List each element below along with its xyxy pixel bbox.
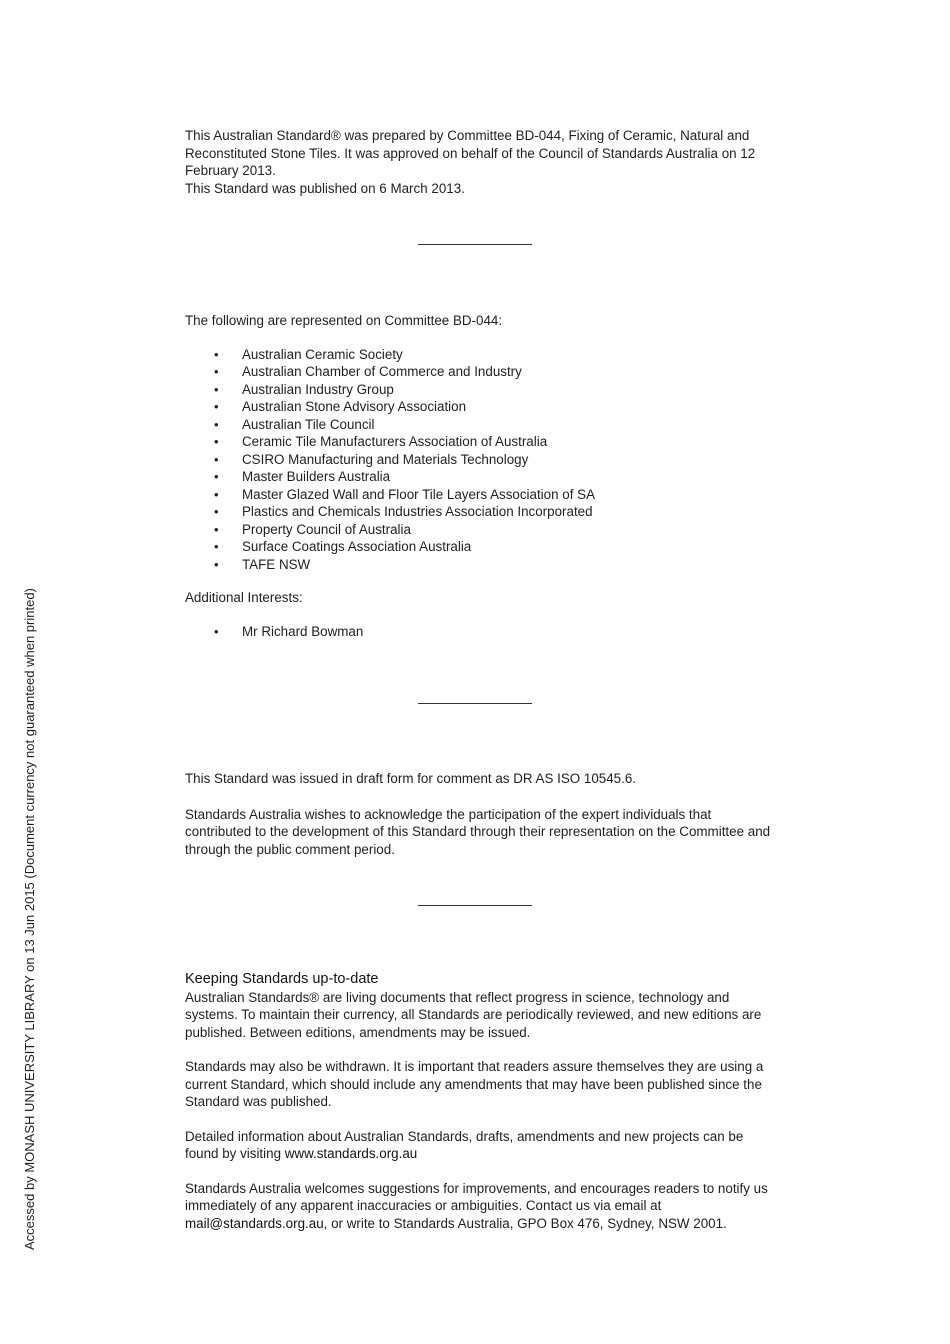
list-item: • TAFE NSW (185, 556, 775, 574)
section-divider (418, 244, 532, 245)
access-notice: Accessed by MONASH UNIVERSITY LIBRARY on 13 Jun 2015 (Document currency not guaranteed when printed) (22, 588, 37, 1250)
list-item: • Australian Industry Group (185, 381, 775, 399)
contact-paragraph (185, 1180, 775, 1233)
section-divider (418, 905, 532, 906)
information-text: Detailed information about Australian Standards, drafts, amendments and new projects can be found by visiting (185, 1128, 744, 1161)
list-item: • Australian Chamber of Commerce and Industry (185, 363, 775, 381)
living-documents-paragraph: Australian Standards® are living documents that reflect progress in science, technology and systems. To maintain their currency, all Standards are periodically reviewed, and new editions are published. Between editions, amendments may be issued. (185, 989, 762, 1040)
draft-issued-text: This Standard was issued in draft form for comment as DR AS ISO 10545.6. (185, 771, 637, 786)
list-item: • Surface Coatings Association Australia (185, 538, 775, 556)
list-item: • Master Builders Australia (185, 468, 775, 486)
additional-interests-list (185, 623, 775, 641)
email-link[interactable]: mail@standards.org.au (185, 1215, 324, 1231)
keeping-up-to-date-block (185, 971, 775, 1232)
list-item: • Australian Stone Advisory Association (185, 398, 775, 416)
committee-heading: The following are represented on Committee BD-044: (185, 313, 503, 328)
list-item: • CSIRO Manufacturing and Materials Technology (185, 451, 775, 469)
published-date-text: This Standard was published on 6 March 2013. (185, 180, 465, 196)
postal-address-text: , or write to Standards Australia, GPO Box 476, Sydney, NSW 2001. (323, 1215, 727, 1231)
website-link[interactable]: www.standards.org.au (284, 1146, 418, 1161)
additional-interests-heading: Additional Interests: (185, 590, 303, 605)
keeping-up-to-date-heading: Keeping Standards up-to-date (185, 971, 379, 987)
committee-block (185, 312, 775, 640)
withdrawn-paragraph: Standards may also be withdrawn. It is important that readers assure themselves they are using a current Standard, which should include any amendments that may have been published since the Standard was published. (185, 1059, 764, 1109)
list-item: • Mr Richard Bowman (185, 623, 775, 641)
list-item: • Australian Ceramic Society (185, 346, 775, 364)
acknowledgement-text: Standards Australia wishes to acknowledge the participation of the expert individuals that contributed to the development of this Standard through their representation on the Committee and through the public comment period. (185, 806, 771, 857)
section-divider (418, 703, 532, 704)
contact-text: Standards Australia welcomes suggestions for improvements, and encourages readers to notify us immediately of any apparent inaccuracies or ambiguities. Contact us via email at (185, 1180, 768, 1213)
draft-block (185, 770, 775, 858)
committee-member-list (185, 346, 775, 574)
list-item: • Master Glazed Wall and Floor Tile Layers Association of SA (185, 486, 775, 504)
list-item: • Australian Tile Council (185, 416, 775, 434)
prepared-by-text: This Australian Standard® was prepared by Committee BD-044, Fixing of Ceramic, Natural and Reconstituted Stone Tiles. It was approved on behalf of the Council of Standards Australia on 12 February 2013. (185, 128, 756, 178)
list-item: • Ceramic Tile Manufacturers Association of Australia (185, 433, 775, 451)
information-paragraph (185, 1128, 775, 1163)
list-item: • Plastics and Chemicals Industries Association Incorporated (185, 503, 775, 521)
list-item: • Property Council of Australia (185, 521, 775, 539)
preface-block (185, 127, 775, 197)
